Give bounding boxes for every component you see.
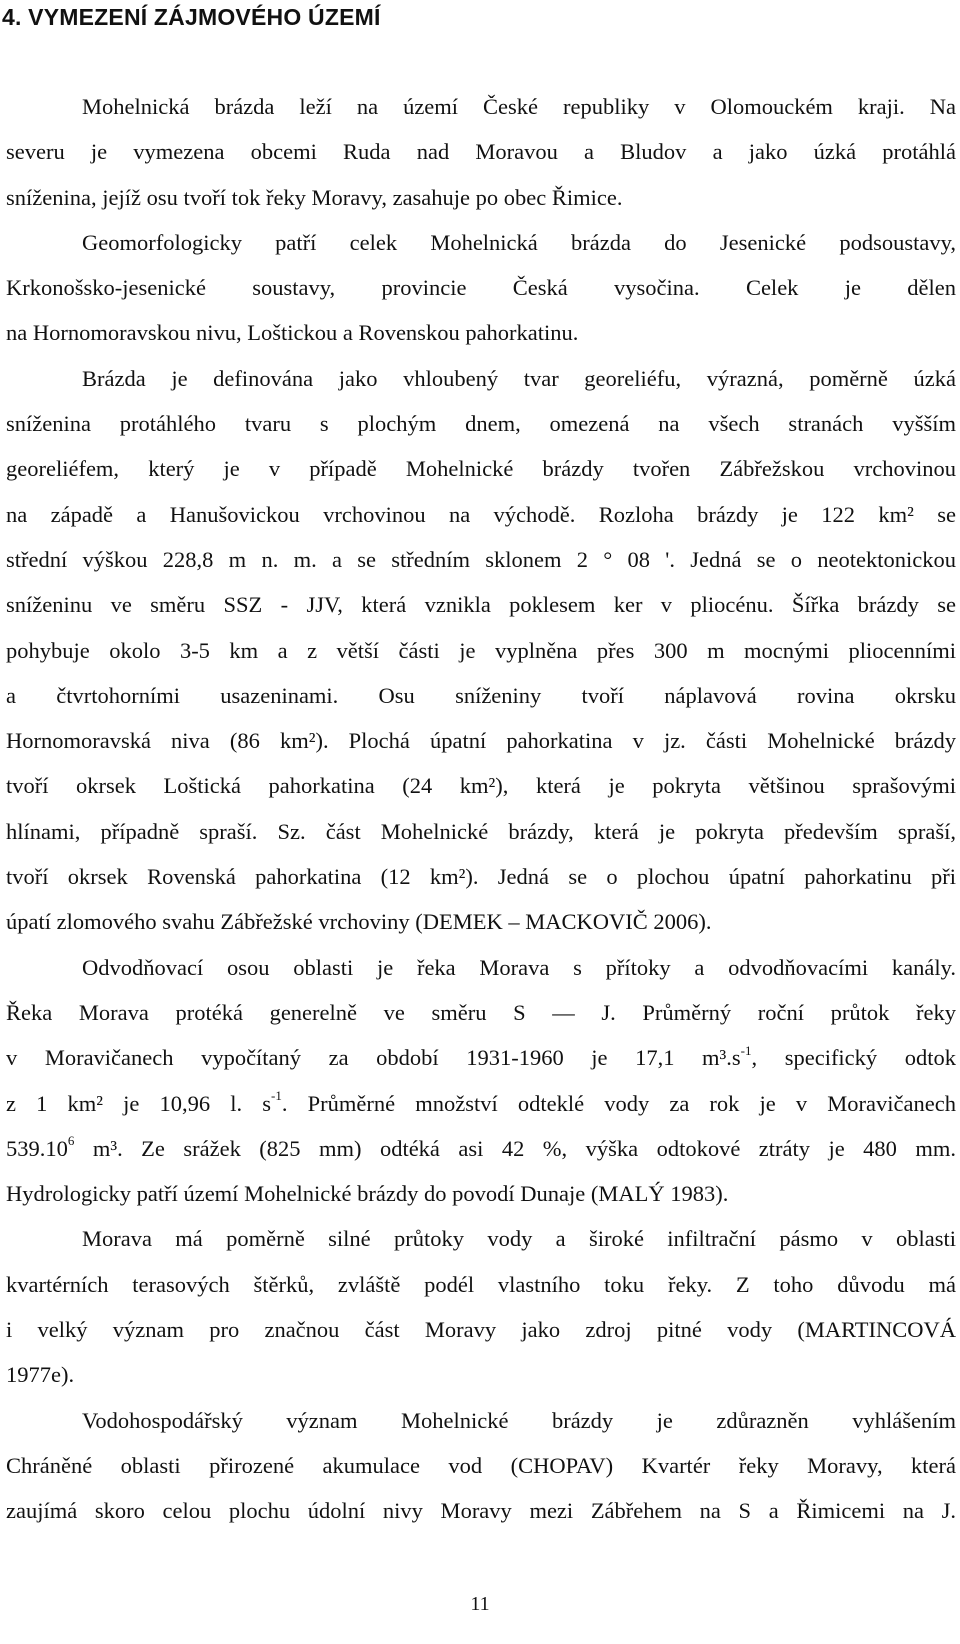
page-number: 11 — [470, 1593, 490, 1615]
superscript: -1 — [271, 1088, 282, 1104]
text-line: sníženina, jejíž osu tvoří tok řeky Moravy, zasahuje po obec Řimice. — [6, 184, 623, 210]
text-line — [6, 1035, 956, 1080]
body-text — [6, 84, 956, 1534]
text-segment: v Moravičanech vypočítaný za období 1931-1960 je 17,1 m³.s — [6, 1045, 741, 1071]
text-line: pohybuje okolo 3-5 km a z větší části je vyplněna přes 300 m mocnými pliocenními — [6, 637, 956, 663]
superscript: -1 — [740, 1042, 752, 1058]
text-line: i velký význam pro značnou část Moravy jako zdroj pitné vody (MARTINCOVÁ — [6, 1317, 956, 1343]
text-segment: z 1 km² je 10,96 l. s — [6, 1090, 272, 1116]
text-segment: m³. Ze srážek (825 mm) odtéká asi 42 %, výška odtokové ztráty je 480 mm. — [74, 1135, 956, 1161]
text-line: sníženinu ve směru SSZ - JJV, která vznikla poklesem ker v pliocénu. Šířka brázdy se — [6, 592, 956, 618]
text-line — [6, 1081, 956, 1126]
text-line: kvartérních terasových štěrků, zvláště podél vlastního toku řeky. Z toho důvodu má — [6, 1271, 956, 1297]
text-line: Mohelnická brázda leží na území České republiky v Olomouckém kraji. Na — [82, 94, 956, 119]
text-line: a čtvrtohorními usazeninami. Osu sníženiny tvoří náplavová rovina okrsku — [6, 682, 956, 708]
text-line: georeliéfem, který je v případě Mohelnické brázdy tvořen Zábřežskou vrchovinou — [6, 456, 956, 482]
text-line: Geomorfologicky patří celek Mohelnická brázda do Jesenické podsoustavy, — [82, 229, 956, 255]
text-segment: 539.10 — [6, 1135, 68, 1161]
text-line: tvoří okrsek Loštická pahorkatina (24 km²), která je pokryta většinou sprašovými — [6, 773, 956, 799]
text-line: Morava má poměrně silné průtoky vody a široké infiltrační pásmo v oblasti — [82, 1226, 956, 1252]
text-line: 1977e). — [6, 1362, 75, 1388]
text-segment: . Průměrné množství odteklé vody za rok je v Moravičanech — [281, 1090, 956, 1116]
text-line: Krkonošsko-jesenické soustavy, provincie Česká vysočina. Celek je dělen — [6, 275, 956, 301]
text-line: na západě a Hanušovickou vrchovinou na východě. Rozloha brázdy je 122 km² se — [6, 501, 956, 527]
text-line: Vodohospodářský význam Mohelnické brázdy je zdůrazněn vyhlášením — [82, 1407, 956, 1433]
text-line: na Hornomoravskou nivu, Loštickou a Rovenskou pahorkatinu. — [6, 320, 579, 346]
text-line: Řeka Morava protéká generelně ve směru S — J. Průměrný roční průtok řeky — [6, 999, 956, 1025]
superscript: 6 — [67, 1133, 75, 1149]
text-line: úpatí zlomového svahu Zábřežské vrchoviny (DEMEK – MACKOVIČ 2006). — [6, 909, 712, 935]
text-line: Hydrologicky patří území Mohelnické brázdy do povodí Dunaje (MALÝ 1983). — [6, 1181, 729, 1207]
text-line: tvoří okrsek Rovenská pahorkatina (12 km²). Jedná se o plochou úpatní pahorkatinu při — [6, 864, 956, 890]
text-line: zaujímá skoro celou plochu údolní nivy Moravy mezi Zábřehem na S a Řimicemi na J. — [6, 1498, 956, 1524]
text-line: střední výškou 228,8 m n. m. a se středním sklonem 2 ° 08 '. Jedná se o neotektonickou — [6, 546, 956, 572]
text-line: severu je vymezena obcemi Ruda nad Moravou a Bludov a jako úzká protáhlá — [6, 139, 956, 165]
text-line: Chráněné oblasti přirozené akumulace vod (CHOPAV) Kvartér řeky Moravy, která — [6, 1452, 956, 1478]
section-heading: 4. VYMEZENÍ ZÁJMOVÉHO ÚZEMÍ — [2, 4, 381, 30]
text-line: Odvodňovací osou oblasti je řeka Morava s přítoky a odvodňovacími kanály. — [82, 954, 956, 980]
text-line: Brázda je definována jako vhloubený tvar georeliéfu, výrazná, poměrně úzká — [82, 365, 956, 391]
text-line: Hornomoravská niva (86 km²). Plochá úpatní pahorkatina v jz. části Mohelnické brázdy — [6, 728, 956, 754]
text-segment: , specifický odtok — [751, 1045, 956, 1071]
text-line: hlínami, případně spraší. Sz. část Mohelnické brázdy, která je pokryta především spraší, — [6, 818, 956, 844]
text-line — [6, 1126, 956, 1171]
text-line: sníženina protáhlého tvaru s plochým dnem, omezená na všech stranách vyšším — [6, 411, 956, 437]
